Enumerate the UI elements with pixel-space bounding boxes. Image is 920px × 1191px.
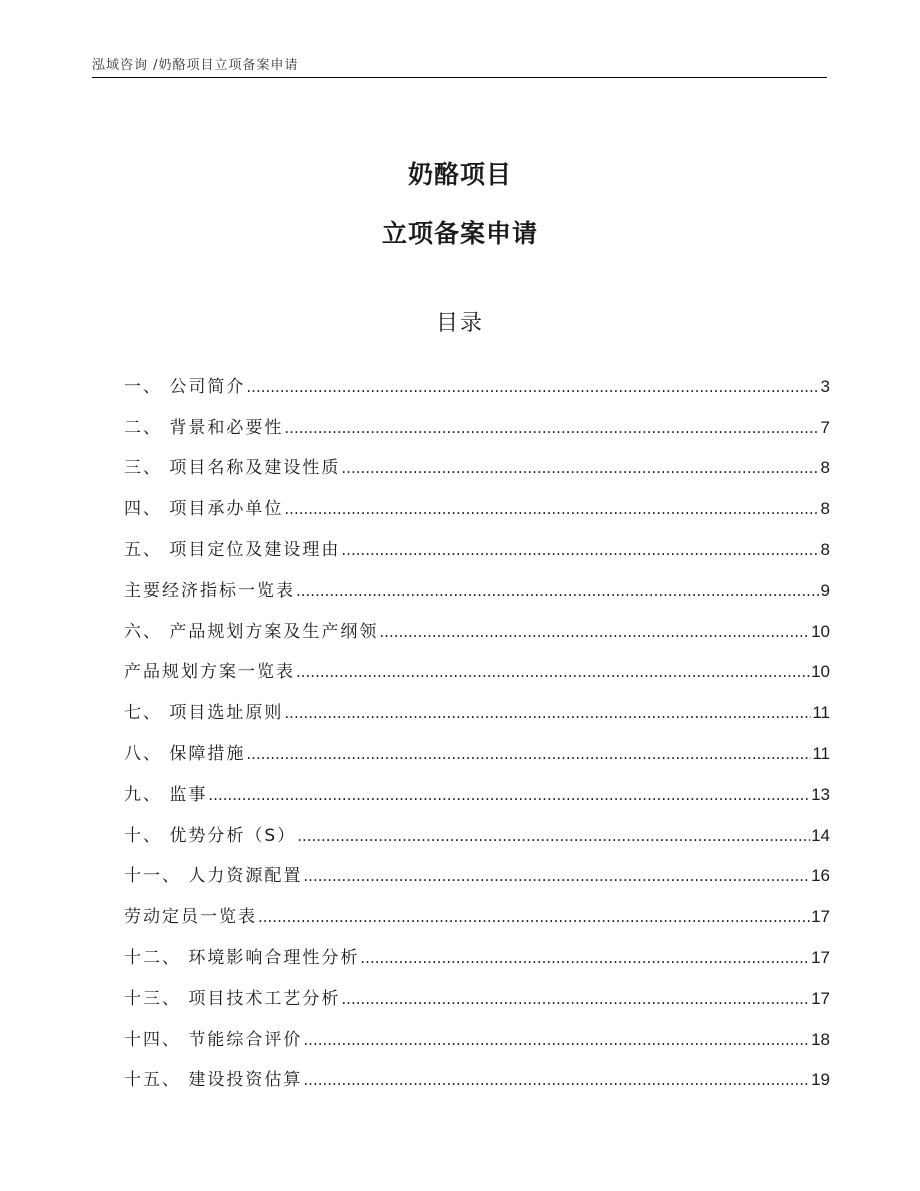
toc-leader-dots: [296, 660, 810, 684]
toc-entry[interactable]: [124, 807, 830, 848]
toc-entry-page: 10: [811, 621, 830, 641]
toc-entry-label: 四、 项目承办单位: [124, 499, 284, 520]
toc-leader-dots: [246, 742, 811, 766]
toc-leader-dots: [284, 416, 819, 440]
toc-entry-label: 十四、 节能综合评价: [124, 1029, 303, 1050]
toc-entry[interactable]: [124, 1052, 830, 1093]
toc-entry-label: 八、 保障措施: [124, 743, 246, 764]
toc-entry[interactable]: [124, 644, 830, 685]
document-title-line-2: 立项备案申请: [381, 219, 538, 248]
toc-entry[interactable]: [124, 480, 830, 521]
toc-entry[interactable]: [124, 399, 830, 440]
toc-entry-label: 产品规划方案一览表: [124, 662, 295, 683]
toc-leader-dots: [341, 538, 819, 562]
toc-entry-page: 19: [811, 1070, 830, 1090]
toc-leader-dots: [284, 701, 811, 725]
document-title-line-1: 奶酪项目: [407, 160, 512, 189]
toc-entry[interactable]: [124, 766, 830, 807]
toc-entry-page: 10: [811, 662, 830, 682]
toc-entry-label: 十、 优势分析（S）: [124, 825, 297, 846]
toc-entry[interactable]: [124, 725, 830, 766]
toc-leader-dots: [246, 375, 819, 399]
toc-leader-dots: [303, 1068, 810, 1092]
toc-entry-label: 七、 项目选址原则: [124, 703, 284, 724]
toc-entry-page: 13: [811, 784, 830, 804]
running-header: 泓域咨询 /奶酪项目立项备案申请: [92, 58, 299, 73]
toc-leader-dots: [379, 620, 810, 644]
toc-entry[interactable]: [124, 970, 830, 1011]
toc-entry-page: 8: [820, 499, 830, 519]
toc-entry-page: 11: [812, 703, 830, 723]
toc-leader-dots: [296, 579, 820, 603]
toc-entry-page: 3: [820, 376, 830, 396]
toc-entry-page: 14: [811, 825, 830, 845]
toc-entry[interactable]: [124, 848, 830, 889]
toc-entry[interactable]: [124, 521, 830, 562]
table-of-contents: [124, 358, 830, 1092]
toc-entry[interactable]: [124, 888, 830, 929]
toc-entry[interactable]: [124, 929, 830, 970]
toc-leader-dots: [303, 1028, 810, 1052]
toc-entry[interactable]: [124, 684, 830, 725]
toc-entry-page: 8: [820, 539, 830, 559]
toc-leader-dots: [258, 905, 810, 929]
header-divider: [92, 77, 827, 78]
toc-entry-page: 18: [811, 1029, 830, 1049]
toc-entry-page: 11: [812, 743, 830, 763]
toc-entry-page: 9: [820, 580, 830, 600]
toc-leader-dots: [360, 946, 810, 970]
toc-entry-label: 十三、 项目技术工艺分析: [124, 988, 341, 1009]
toc-entry-page: 17: [811, 907, 830, 927]
toc-leader-dots: [303, 864, 810, 888]
toc-entry-page: 17: [811, 947, 830, 967]
toc-leader-dots: [208, 783, 810, 807]
toc-entry[interactable]: [124, 1011, 830, 1052]
toc-heading: 目录: [435, 311, 484, 336]
toc-entry-page: 16: [811, 866, 830, 886]
toc-entry-label: 十一、 人力资源配置: [124, 866, 303, 887]
toc-entry-label: 五、 项目定位及建设理由: [124, 539, 341, 560]
toc-entry[interactable]: [124, 603, 830, 644]
toc-entry-label: 三、 项目名称及建设性质: [124, 458, 341, 479]
toc-leader-dots: [341, 456, 819, 480]
toc-entry-label: 一、 公司简介: [124, 376, 246, 397]
toc-entry-label: 九、 监事: [124, 784, 208, 805]
toc-leader-dots: [284, 497, 819, 521]
toc-entry-label: 二、 背景和必要性: [124, 417, 284, 438]
toc-entry-page: 8: [820, 458, 830, 478]
toc-entry[interactable]: [124, 440, 830, 481]
toc-entry-page: 7: [820, 417, 830, 437]
toc-entry-page: 17: [811, 988, 830, 1008]
toc-entry[interactable]: [124, 358, 830, 399]
toc-entry-label: 主要经济指标一览表: [124, 580, 295, 601]
toc-entry-label: 十五、 建设投资估算: [124, 1070, 303, 1091]
toc-leader-dots: [341, 987, 810, 1011]
toc-entry-label: 六、 产品规划方案及生产纲领: [124, 621, 379, 642]
toc-entry-label: 劳动定员一览表: [124, 907, 257, 928]
toc-leader-dots: [297, 824, 810, 848]
toc-entry-label: 十二、 环境影响合理性分析: [124, 947, 360, 968]
toc-entry[interactable]: [124, 562, 830, 603]
